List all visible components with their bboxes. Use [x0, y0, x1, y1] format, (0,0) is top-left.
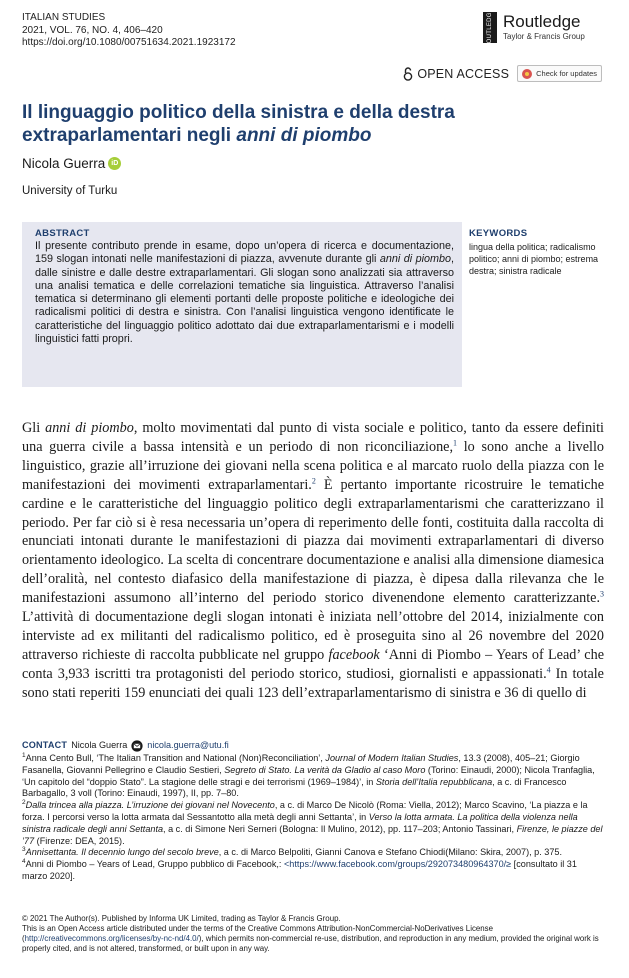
abstract-text: Il presente contributo prende in esame, dopo un’opera di ricerca e documentazione, 159 slogan intonati nelle manifestazioni di piazza, avvenute durante gli anni di piombo, dalle sinistre e dalle destre extraparlamentari. Gli slogan sono analizzati sia attraverso una analisi tematica e delle correlazioni tematiche sia linguistica. Attraverso l’analisi tematica si determinano gli elementi portanti delle proposte politiche e ideologiche dei radicalismi politici di destra e sinistra. Con l’analisi linguistica vengono identificate le caratteristiche del linguaggio politico adottato dai due extraparlamentarismi e i modelli linguistici fatti propri.: [35, 240, 454, 346]
facebook-group-link[interactable]: <https://www.facebook.com/groups/292073480964370/≥: [283, 859, 512, 870]
copyright-line: © 2021 The Author(s). Published by Informa UK Limited, trading as Taylor & Francis Group.: [22, 914, 341, 923]
footnote-4: $^4$Anni di Piombo – Years of Lead, Gruppo pubblico di Facebook,: <https://www.facebook.com/groups/292073480964370/≥ [consultato il 31 marzo 2020].: [22, 858, 577, 881]
abstract-heading: ABSTRACT: [35, 228, 90, 239]
contact-name: Nicola Guerra: [71, 740, 128, 751]
article-title: [22, 101, 582, 147]
open-access-row: [403, 65, 602, 82]
footnote-2: $^2$Dalla trincea alla piazza. L’irruzione dei giovani nel Novecento, a c. di Marco De Nicolò (Roma: Viella, 2012); Marco Scavino, ‘La piazza e la forza. I percorsi verso la lotta armata dal Sessantotto alla metà degli anni Settanta’, in Verso la lotta armata. La politica della violenza nella sinistra radicale degli anni Settanta, a c. di Simone Neri Serneri (Bologna: Il Mulino, 2012), pp. 117–203; Antonio Tassinari, Firenze, le piazze del ’77 (Firenze: DEA, 2015).: [22, 799, 603, 846]
footnote-ref-3[interactable]: 3: [600, 589, 604, 599]
journal-meta: [22, 12, 236, 50]
open-access-label: OPEN ACCESS: [417, 66, 510, 81]
footnote-3: $^3$Annisettanta. Il decennio lungo del secolo breve, a c. di Marco Belpoliti, Gianni Canova e Stefano Chiodi(Milano: Skira, 2007), p. 375.: [22, 846, 562, 858]
mail-icon: [131, 740, 143, 752]
open-lock-icon: [403, 67, 413, 81]
contact-label: CONTACT: [22, 740, 68, 751]
journal-name: ITALIAN STUDIES: [22, 12, 106, 23]
author-affiliation: University of Turku: [22, 185, 118, 197]
footnote-1: $^1$Anna Cento Bull, ‘The Italian Transition and National (Non)Reconciliation’, Journal of Modern Italian Studies, 13.3 (2008), 405–21; Giorgio Fasanella, Giovanni Pellegrino e Claudio Sestieri, Segreto di Stato. La verità da Gladio al caso Moro (Torino: Einaudi, 2000); Nicola Tranfaglia, ‘Un capitolo del “doppio Stato”. La stagione delle stragi e dei terrorismi (1969–1984)’, in Storia dell’Italia repubblicana, a c. di Francesco Barbagallo, 3 voll (Torino: Einaudi, 1997), II, pp. 7–80.: [22, 751, 595, 799]
routledge-mark-icon: ROUTLEDGE: [483, 12, 497, 43]
copyright-notice: [22, 914, 604, 954]
title-line-2: extraparlamentari negli anni di piombo: [22, 125, 372, 146]
footnotes-section: [22, 740, 604, 883]
publisher-logo: [483, 7, 585, 48]
title-line-1: Il linguaggio politico della sinistra e della destra: [22, 102, 455, 123]
title-italic: anni di piombo: [236, 125, 372, 146]
check-for-updates-label: Check for updates: [536, 69, 597, 78]
keywords-heading: KEYWORDS: [469, 228, 528, 239]
publisher-subtitle: Taylor & Francis Group: [503, 32, 585, 41]
footnote-ref-2[interactable]: 2: [311, 475, 316, 485]
publisher-name: Routledge: [503, 12, 581, 31]
orcid-icon[interactable]: iD: [108, 157, 121, 170]
footnote-ref-4[interactable]: 4: [546, 665, 551, 675]
contact-email[interactable]: nicola.guerra@utu.fi: [147, 740, 229, 751]
author-name[interactable]: Nicola Guerra: [22, 156, 106, 171]
footnote-ref-1[interactable]: 1: [453, 438, 458, 448]
check-for-updates-button[interactable]: [517, 65, 602, 82]
body-paragraph: Gli anni di piombo, molto movimentati dal punto di vista sociale e politico, tanto da essere definiti una guerra civile a bassa intensità e un periodo di non riconciliazione,$^1$ lo sono anche a livello linguistico, grazie all’irruzione dei giovani nella scena politica e al marcato ruolo della piazza con le manifestazioni dei movimenti extraparlamentari.$^2$ È pertanto importante ricostruire le tematiche cardine e le caratteristiche del linguaggio politico degli extraparlamentarismi che caratterizzano il periodo. Per far ciò si è resa necessaria un’opera di reperimento delle fonti, costituita dalla raccolta di enunciati intonati durante le manifestazioni di piazza dai movimenti extraparlamentari di diverso orientamento ideologico. La scelta di concentrare documentazione e analisi alla dimensione diamesica dell’oralità, nel contesto diafasico della manifestazione di piazza, è dipesa dalla rilevanza che le manifestazioni assumono all’interno del periodo storico divenendone elemento caratterizzante.$^3$ L’attività di documentazione degli slogan intonati è iniziata nell’ottobre del 2014, inizialmente con interviste ad ex militanti del radicalismo politico, ed è proseguita sino al 26 novembre del 2020 attraverso richieste di raccolta pubblicate nel gruppo facebook ‘Anni di Piombo – Years of Lead’ che conta 3,933 iscritti tra protagonisti del periodo storico, studiosi, giornalisti e appassionati.$^4$ In totale sono stati reperiti 159 enunciati dei quali 123 dell’extraparlamentarismo di sinistra e 36 di quello di: [22, 420, 605, 701]
abstract-box: [22, 222, 462, 387]
journal-doi[interactable]: https://doi.org/10.1080/00751634.2021.1923172: [22, 37, 236, 48]
license-text: This is an Open Access article distributed under the terms of the Creative Commons Attribution-NonCommercial-NoDerivatives License (http://creativecommons.org/licenses/by-nc-nd/4.0/), which permits non-commercial re-use, distribution, and reproduction in any medium, provided the original work is properly cited, and is not altered, transformed, or built upon in any way.: [22, 924, 599, 953]
journal-volume: 2021, VOL. 76, NO. 4, 406–420: [22, 24, 163, 36]
contact-row: [22, 740, 604, 752]
license-link[interactable]: http://creativecommons.org/licenses/by-nc-nd/4.0/: [24, 934, 199, 943]
keywords-text: lingua della politica; radicalismo politico; anni di piombo; estrema destra; sinistra radicale: [469, 242, 599, 276]
crossmark-icon: [522, 69, 532, 79]
author-row: [22, 156, 121, 171]
